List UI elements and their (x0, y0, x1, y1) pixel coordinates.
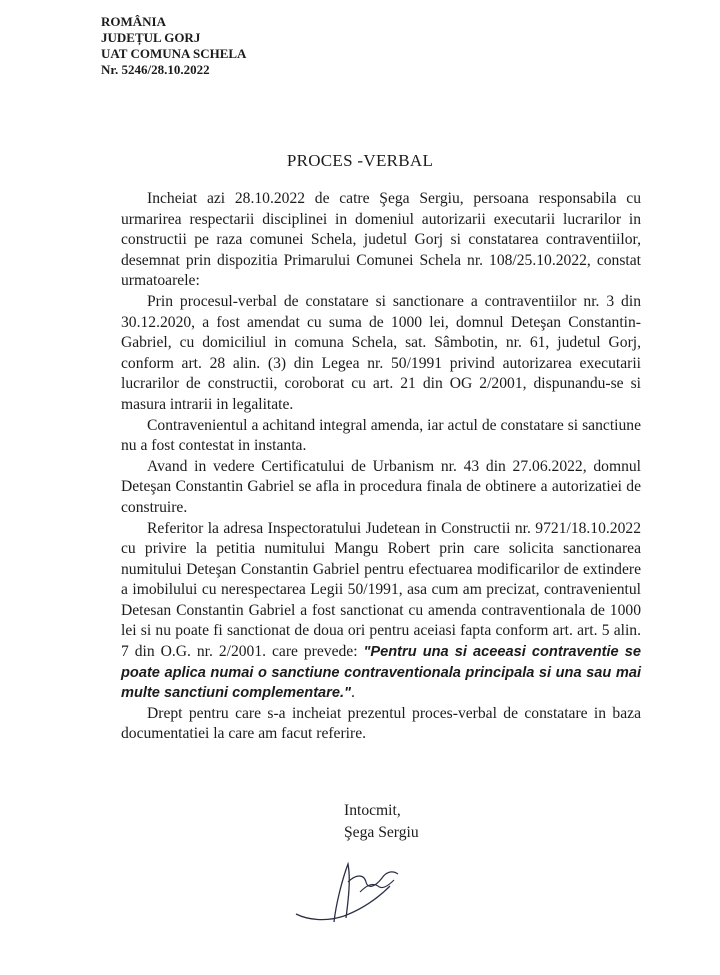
document-body (121, 189, 641, 745)
header-registration-number: Nr. 5246/28.10.2022 (101, 62, 210, 77)
paragraph-5-text: Referitor la adresa Inspectoratului Judetean in Constructii nr. 9721/18.10.2022 cu privire la petitia numitului Mangu Robert prin care solicita sanctionarea numitului Deteşan Constantin Gabriel pentru efectuarea modificarilor de extindere a imobilului cu nerespectarea Legii 50/1991, asa cum am precizat, contravenientul Detesan Constantin Gabriel a fost sanctionat cu amenda contraventionala de 1000 lei si nu poate fi sanctionat de doua ori pentru aceiasi fapta conform art. art. 5 alin. 7 din O.G. nr. 2/2001. care prevede: (121, 519, 641, 661)
paragraph-5-end: . (350, 684, 355, 702)
paragraph-4: Avand in vedere Certificatului de Urbanism nr. 43 din 27.06.2022, domnul Deteşan Constantin Gabriel se afla in procedura finala de obtinere a autorizatiei de construire. (121, 457, 641, 516)
signatory-name: Şega Sergiu (344, 824, 419, 841)
legal-quote: "Pentru una si aceeasi contraventie se poate aplica numai o sanctiune contraventionala principala si una sau mai multe sanctiuni complementare." (121, 644, 641, 702)
handwritten-signature (290, 856, 410, 934)
signature-block (344, 800, 419, 844)
document-title: PROCES -VERBAL (286, 151, 434, 170)
header-county: JUDEȚUL GORJ (101, 30, 201, 45)
header-institution: UAT COMUNA SCHELA (101, 46, 247, 61)
paragraph-1: Incheiat azi 28.10.2022 de catre Şega Sergiu, persoana responsabila cu urmarirea respectarii disciplinei in domeniul autorizarii executarii lucrarilor in constructii pe raza comunei Schela, judetul Gorj si constatarea contraventiilor, desemnat prin dispozitia Primarului Comunei Schela nr. 108/25.10.2022, constat urmatoarele: (121, 190, 641, 290)
paragraph-2: Prin procesul-verbal de constatare si sanctionare a contraventiilor nr. 3 din 30.12.2020, a fost amendat cu suma de 1000 lei, domnul Deteşan Constantin-Gabriel, cu domiciliul in comuna Schela, sat. Sâmbotin, nr. 61, judetul Gorj, conform art. 28 alin. (3) din Legea nr. 50/1991 privind autorizarea executarii lucrarilor de constructii, coroborat cu art. 21 din OG 2/2001, dispunandu-se si masura intrarii in legalitate. (121, 292, 641, 413)
document-header (101, 14, 246, 78)
header-country: ROMÂNIA (101, 14, 166, 29)
signature-label: Intocmit, (344, 802, 401, 819)
paragraph-3: Contravenientul a achitand integral amenda, iar actul de constatare si sanctiune nu a fost contestat in instanta. (121, 416, 641, 455)
paragraph-5 (121, 519, 641, 704)
paragraph-6: Drept pentru care s-a incheiat prezentul proces-verbal de constatare in baza documentatiei la care am facut referire. (121, 704, 641, 743)
